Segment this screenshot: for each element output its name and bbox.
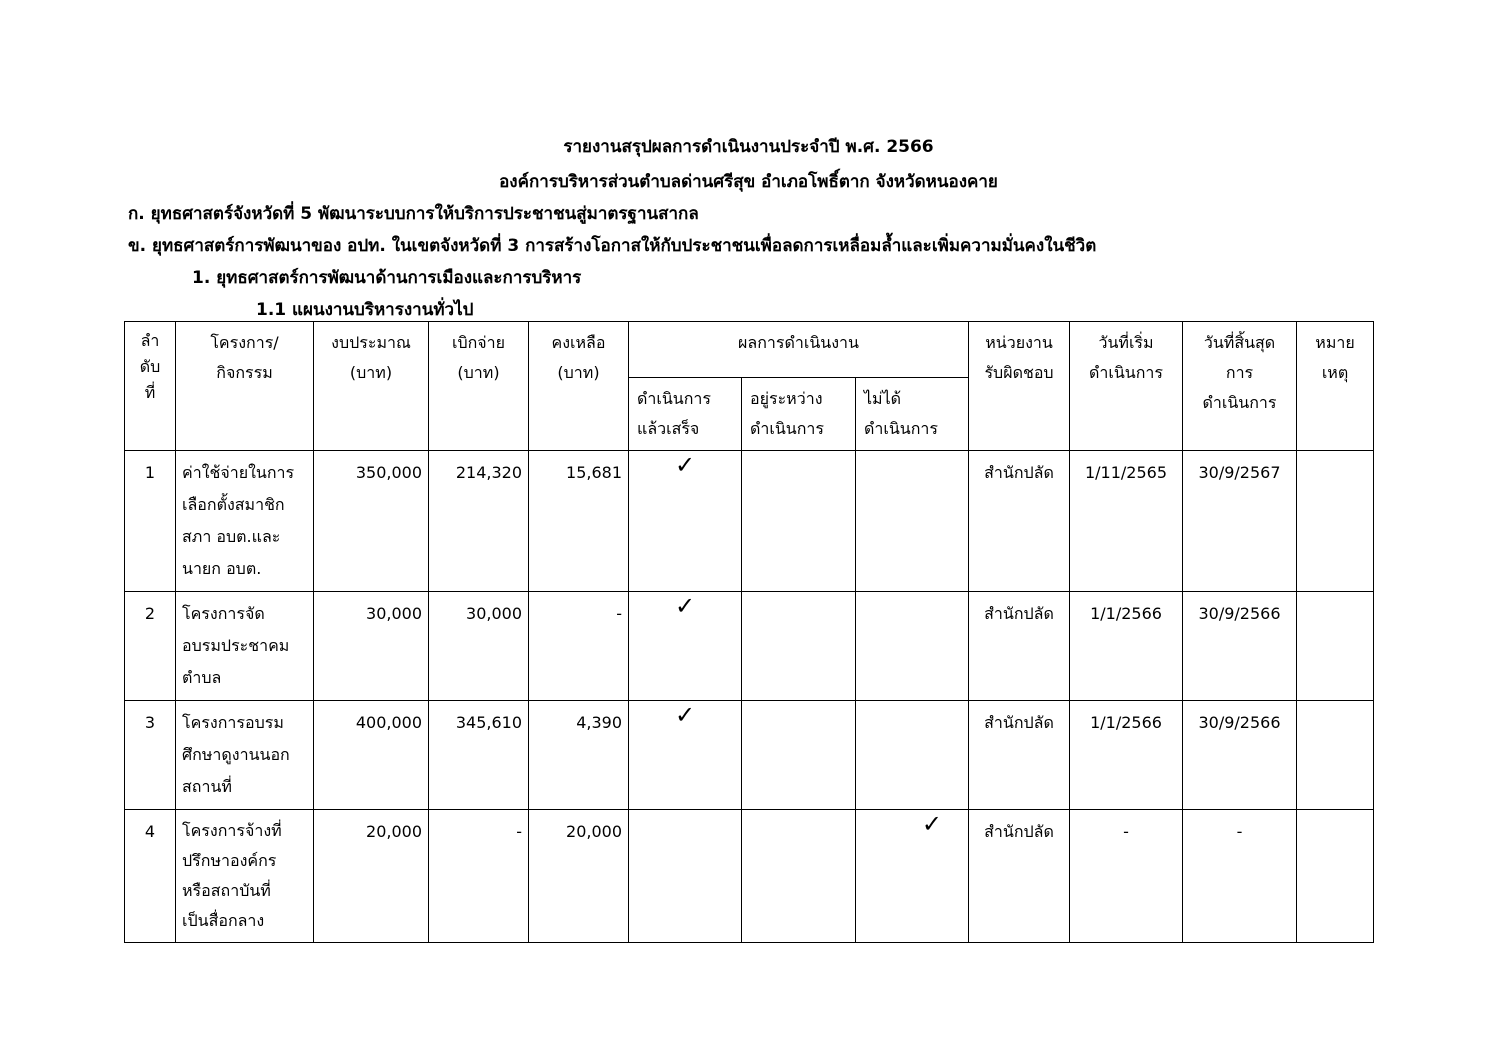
- results-table: [124, 321, 1374, 943]
- row-remaining: 15,681: [529, 451, 629, 592]
- row-spent: -: [429, 810, 529, 943]
- header-results: ผลการดำเนินงาน: [629, 322, 969, 378]
- row-unit: สำนักปลัด: [969, 592, 1070, 701]
- table-row: [125, 701, 1374, 810]
- row-end-date: 30/9/2567: [1183, 451, 1297, 592]
- row-end-date: 30/9/2566: [1183, 701, 1297, 810]
- header-not-done: ไม่ได้ ดำเนินการ: [856, 378, 969, 451]
- row-no: 1: [125, 451, 176, 592]
- row-spent: 214,320: [429, 451, 529, 592]
- header-remark: หมาย เหตุ: [1297, 322, 1374, 451]
- row-in-progress-cell: [742, 701, 856, 810]
- row-unit: สำนักปลัด: [969, 810, 1070, 943]
- row-unit: สำนักปลัด: [969, 451, 1070, 592]
- row-not-done-cell: [856, 810, 969, 943]
- row-start-date: 1/1/2566: [1070, 701, 1183, 810]
- row-remark: [1297, 810, 1374, 943]
- header-remaining: คงเหลือ (บาท): [529, 322, 629, 451]
- row-unit: สำนักปลัด: [969, 701, 1070, 810]
- row-done-cell: [629, 451, 742, 592]
- row-not-done-cell: [856, 592, 969, 701]
- header-start-date: วันที่เริ่ม ดำเนินการ: [1070, 322, 1183, 451]
- check-icon: ✓: [674, 592, 696, 620]
- row-in-progress-cell: [742, 810, 856, 943]
- row-remaining: 4,390: [529, 701, 629, 810]
- row-remark: [1297, 701, 1374, 810]
- header-project: โครงการ/ กิจกรรม: [176, 322, 314, 451]
- check-icon: ✓: [674, 451, 696, 479]
- header-done: ดำเนินการ แล้วเสร็จ: [629, 378, 742, 451]
- header-no: ลำ ดับ ที่: [125, 322, 176, 451]
- row-budget: 400,000: [314, 701, 429, 810]
- row-remark: [1297, 451, 1374, 592]
- row-start-date: 1/11/2565: [1070, 451, 1183, 592]
- organization-title: องค์การบริหารส่วนตำบลด่านศรีสุข อำเภอโพธิ์ตาก จังหวัดหนองคาย: [499, 172, 998, 192]
- table-row: [125, 810, 1374, 943]
- row-in-progress-cell: [742, 451, 856, 592]
- row-project: ค่าใช้จ่ายในการ เลือกตั้งสมาชิก สภา อบต.และ นายก อบต.: [176, 451, 314, 592]
- check-icon: ✓: [921, 810, 943, 838]
- row-start-date: -: [1070, 810, 1183, 943]
- header-budget: งบประมาณ (บาท): [314, 322, 429, 451]
- row-no: 3: [125, 701, 176, 810]
- row-project: โครงการจ้างที่ ปรึกษาองค์กร หรือสถาบันที่ เป็นสื่อกลาง: [176, 810, 314, 943]
- subsection-heading: 1.1 แผนงานบริหารงานทั่วไป: [256, 300, 474, 320]
- table-row: [125, 592, 1374, 701]
- header-unit: หน่วยงาน รับผิดชอบ: [969, 322, 1070, 451]
- strategy-a: ก. ยุทธศาสตร์จังหวัดที่ 5 พัฒนาระบบการให้บริการประชาชนสู่มาตรฐานสากล: [128, 204, 699, 224]
- row-start-date: 1/1/2566: [1070, 592, 1183, 701]
- header-in-progress: อยู่ระหว่าง ดำเนินการ: [742, 378, 856, 451]
- strategy-b: ข. ยุทธศาสตร์การพัฒนาของ อปท. ในเขตจังหวัดที่ 3 การสร้างโอกาสให้กับประชาชนเพื่อลดการเหลื่อมล้ำและเพิ่มความมั่นคงในชีวิต: [128, 236, 1097, 256]
- row-remark: [1297, 592, 1374, 701]
- row-project: โครงการจัด อบรมประชาคม ตำบล: [176, 592, 314, 701]
- row-budget: 350,000: [314, 451, 429, 592]
- header-spent: เบิกจ่าย (บาท): [429, 322, 529, 451]
- row-no: 4: [125, 810, 176, 943]
- row-in-progress-cell: [742, 592, 856, 701]
- check-icon: ✓: [674, 701, 696, 729]
- row-budget: 30,000: [314, 592, 429, 701]
- row-no: 2: [125, 592, 176, 701]
- row-not-done-cell: [856, 701, 969, 810]
- row-project: โครงการอบรม ศึกษาดูงานนอก สถานที่: [176, 701, 314, 810]
- row-end-date: 30/9/2566: [1183, 592, 1297, 701]
- row-done-cell: [629, 701, 742, 810]
- header-end-date: วันที่สิ้นสุด การ ดำเนินการ: [1183, 322, 1297, 451]
- row-done-cell: [629, 810, 742, 943]
- row-end-date: -: [1183, 810, 1297, 943]
- table-row: [125, 451, 1374, 592]
- section-heading: 1. ยุทธศาสตร์การพัฒนาด้านการเมืองและการบริหาร: [192, 268, 582, 288]
- row-not-done-cell: [856, 451, 969, 592]
- row-done-cell: [629, 592, 742, 701]
- row-spent: 345,610: [429, 701, 529, 810]
- row-budget: 20,000: [314, 810, 429, 943]
- report-title: รายงานสรุปผลการดำเนินงานประจำปี พ.ศ. 2566: [563, 137, 934, 157]
- row-remaining: 20,000: [529, 810, 629, 943]
- row-spent: 30,000: [429, 592, 529, 701]
- row-remaining: -: [529, 592, 629, 701]
